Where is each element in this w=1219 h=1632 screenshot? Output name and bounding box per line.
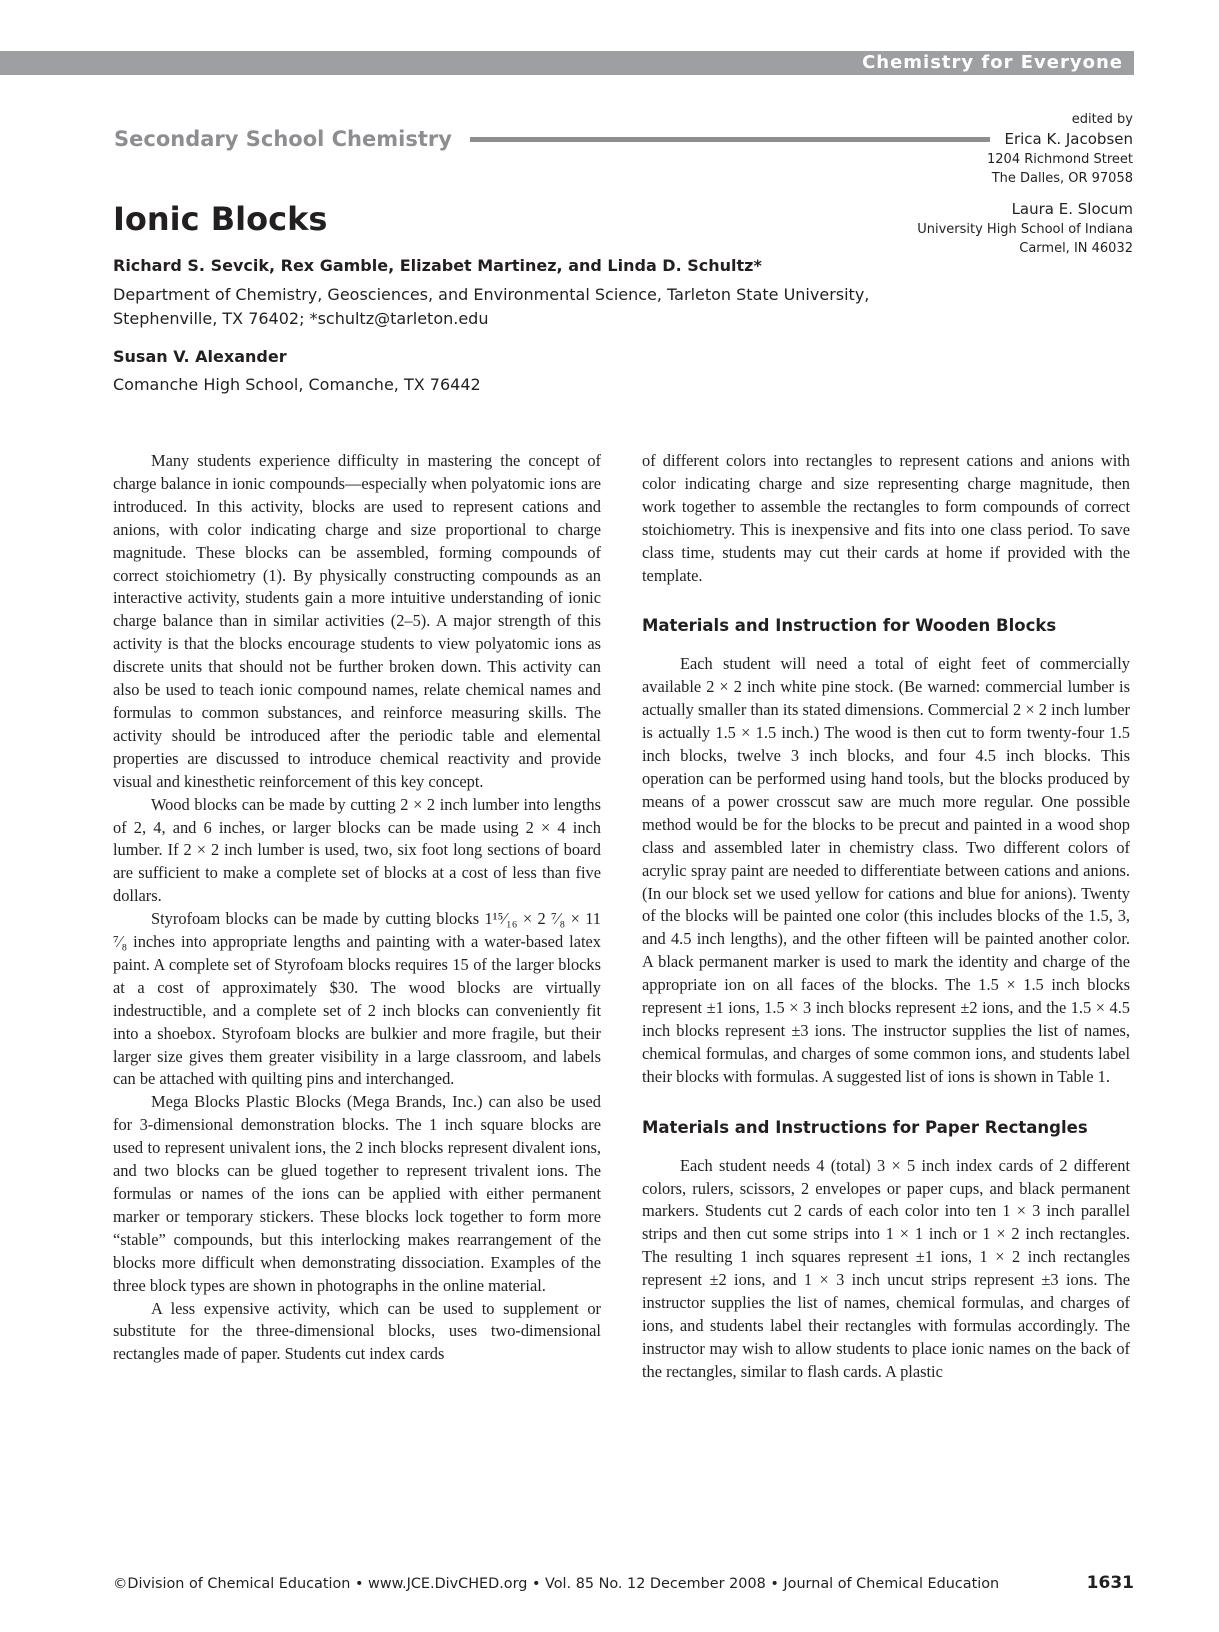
page-footer bbox=[113, 1572, 1134, 1596]
article-title: Ionic Blocks bbox=[113, 200, 328, 238]
header-banner bbox=[0, 51, 1134, 75]
left-column bbox=[113, 450, 601, 1366]
paragraph: Wood blocks can be made by cutting 2 × 2 inch lumber into lengths of 2, 4, and 6 inches, or larger blocks can be made using 2 × 4 inch lumber. If 2 × 2 inch lumber is used, two, six foot long sections of board are sufficient to make a complete set of blocks at a cost of less than five dollars. bbox=[113, 794, 601, 906]
paragraph: A less expensive activity, which can be used to supplement or substitute for the three-dimensional blocks, uses two-dimensional rectangles made of paper. Students cut index cards bbox=[113, 1298, 601, 1364]
footer-citation: ©Division of Chemical Education • www.JCE.DivCHED.org • Vol. 85 No. 12 December 2008 • Journal of Chemical Education bbox=[113, 1576, 1000, 1592]
editor2-name: Laura E. Slocum bbox=[1011, 200, 1133, 218]
section-heading: Materials and Instructions for Paper Rectangles bbox=[642, 1117, 1088, 1137]
section-label: Secondary School Chemistry bbox=[114, 127, 452, 151]
paragraph: of different colors into rectangles to represent cations and anions with color indicating charge and size representing charge magnitude, then work together to assemble the rectangles to form compounds of correct stoichiometry. This is inexpensive and fits into one class period. To save class time, students may cut their cards at home if provided with the template. bbox=[642, 451, 1130, 585]
article-authors: Richard S. Sevcik, Rex Gamble, Elizabet Martinez, and Linda D. Schultz* bbox=[113, 256, 762, 275]
editor1-address2: The Dalles, OR 97058 bbox=[991, 171, 1133, 186]
paragraph: Each student will need a total of eight feet of commercially available 2 × 2 inch white pine stock. (Be warned: commercial lumber is actually smaller than its stated dimensions. Commercial 2 × 2 inch lumber is actually 1.5 × 1.5 inch.) The wood is then cut to form twenty-four 1.5 inch blocks, twelve 3 inch blocks, and four 4.5 inch blocks. This operation can be performed using hand tools, but the blocks produced by means of a power crosscut saw are much more regular. One possible method would be for the blocks to be precut and painted in a wood shop class and assembled later in chemistry class. Two different colors of acrylic spray paint are needed to differentiate between cations and anions. (In our block set we used yellow for cations and blue for anions). Twenty of the blocks will be painted one color (this includes blocks of the 1.5, 3, and 4.5 inch lengths), and the other fifteen will be painted another color. A black permanent marker is used to mark the identity and charge of the appropriate ion on all faces of the blocks. The 1.5 × 1.5 inch blocks represent ±1 ions, 1.5 × 3 inch blocks represent ±2 ions, and the 1.5 × 4.5 inch blocks represent ±3 ions. The instructor supplies the list of names, chemical formulas, and charges of some common ions, and students label their blocks with formulas. A suggested list of ions is shown in Table 1. bbox=[642, 654, 1130, 1086]
paragraph: Mega Blocks Plastic Blocks (Mega Brands, Inc.) can also be used for 3-dimensional demonstration blocks. The 1 inch square blocks are used to represent univalent ions, the 2 inch blocks represent divalent ions, and two blocks can be glued together to represent trivalent ions. The formulas or names of the ions can be applied with either permanent marker or temporary stickers. These blocks lock together to form more “stable” compounds, but this interlocking makes rearrangement of the blocks more difficult when demonstrating dissociation. Examples of the three block types are shown in photographs in the online material. bbox=[113, 1092, 601, 1295]
right-column bbox=[642, 450, 1130, 1384]
editor2-address2: Carmel, IN 46032 bbox=[1019, 241, 1133, 256]
editor1-address1: 1204 Richmond Street bbox=[987, 152, 1133, 167]
editor2-address1: University High School of Indiana bbox=[917, 222, 1133, 237]
paragraph: Styrofoam blocks can be made by cutting blocks 1¹⁵⁄₁₆ × 2 ⁷⁄₈ × 11 ⁷⁄₈ inches into appropriate lengths and painting with a water-based latex paint. A complete set of Styrofoam blocks requires 15 of the larger blocks at a cost of approximately $30. The wood blocks are virtually indestructible, and a complete set of 2 inch blocks can conveniently fit into a shoebox. Styrofoam blocks are bulkier and more fragile, but their larger size gives them greater visibility in a large classroom, and labels can be attached with quilting pins and interchanged. bbox=[113, 909, 601, 1089]
paragraph: Many students experience difficulty in mastering the concept of charge balance in ionic compounds—especially when polyatomic ions are introduced. In this activity, blocks are used to represent cations and anions, with color indicating charge and size proportional to charge magnitude. These blocks can be assembled, forming compounds of correct stoichiometry (1). By physically constructing compounds as an interactive activity, students gain a more intuitive understanding of ionic charge balance than in similar activities (2–5). A major strength of this activity is that the blocks encourage students to view polyatomic ions as discrete units that should not be further broken down. This activity can also be used to teach ionic compound names, relate chemical names and formulas to common substances, and reinforce measuring skills. The activity should be introduced after the periodic table and elemental properties are discussed to introduce chemical reactivity and provide visual and kinesthetic reinforcement of this key concept. bbox=[113, 451, 601, 791]
paragraph: Each student needs 4 (total) 3 × 5 inch index cards of 2 different colors, rulers, scissors, 2 envelopes or paper cups, and black permanent markers. Students cut 2 cards of each color into ten 1 × 3 inch parallel strips and then cut some strips into 1 × 1 inch or 1 × 2 inch rectangles. The resulting 1 inch squares represent ±1 ions, 1 × 2 inch rectangles represent ±2 ions, and 1 × 3 inch uncut strips represent ±3 ions. The instructor supplies the list of names, chemical formulas, and charges of ions, and students label their rectangles with formulas accordingly. The instructor may wish to allow students to place ionic names on the back of the rectangles, similar to flash cards. A plastic bbox=[642, 1155, 1130, 1381]
section-heading: Materials and Instruction for Wooden Blocks bbox=[642, 616, 1057, 636]
editors-block bbox=[813, 110, 1133, 258]
editor1-name: Erica K. Jacobsen bbox=[1004, 130, 1133, 148]
second-author-affiliation: Comanche High School, Comanche, TX 76442 bbox=[113, 375, 481, 394]
page-number: 1631 bbox=[1086, 1573, 1134, 1593]
author-affiliation: Department of Chemistry, Geosciences, and Environmental Science, Tarleton State University, Stephenville, TX 76402; *schultz@tarleton.edu bbox=[113, 285, 870, 328]
edited-by-label: edited by bbox=[1071, 112, 1133, 127]
banner-label: Chemistry for Everyone bbox=[862, 52, 1123, 73]
second-author: Susan V. Alexander bbox=[113, 347, 287, 366]
